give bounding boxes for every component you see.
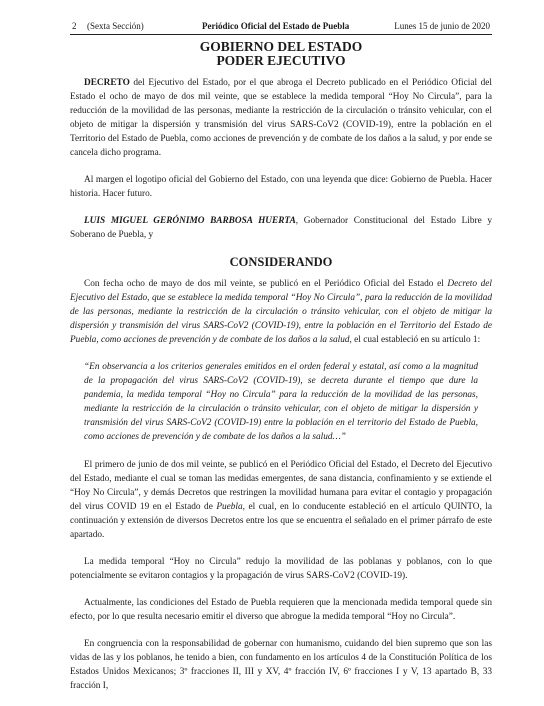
page-header xyxy=(72,20,490,34)
considerando-heading: CONSIDERANDO xyxy=(229,255,333,269)
publication-title: Periódico Oficial del Estado de Puebla xyxy=(202,21,350,31)
para1-end: el cual estableció en su artículo 1: xyxy=(351,335,481,345)
considerando-paragraph-4: Actualmente, las condiciones del Estado de Puebla requieren que la mencionada medida temporal quede sin efecto, por lo que resulta necesario emitir el diverso que abrogue la medida temporal “Hoy no Circula”. xyxy=(70,598,492,622)
considerando-paragraph-3: La medida temporal “Hoy no Circula” redujo la movilidad de las poblanas y poblanos, con lo que potencialmente se evitaron contagios y la propagación de virus SARS-CoV2 (COVID-19). xyxy=(70,557,492,581)
para2-italic: Puebla xyxy=(216,502,243,512)
considerando-paragraph-1 xyxy=(70,277,492,347)
margin-note-paragraph: Al margen el logotipo oficial del Gobierno del Estado, con una leyenda que dice: Gobierno de Puebla. Hacer historia. Hacer futuro. xyxy=(70,175,492,199)
document-title-line2: PODER EJECUTIVO xyxy=(216,53,346,68)
quoted-article: “En observancia a los criterios generales emitidos en el orden federal y estatal, así como a la magnitud de la propagación del virus SARS-CoV2 (COVID-19), se decreta durante el tiempo que dure la pandemia, la medida temporal “Hoy no Circula” para la reducción de la movilidad de las personas, mediante la restricción de la circulación o tránsito vehicular, con el objeto de mitigar la dispersión y transmisión del virus SARS-CoV2 (COVID-19) entre la población en el territorio del Estado de Puebla, como acciones de prevención y de combate de los daños a la salud…” xyxy=(84,362,478,442)
page-number: 2 xyxy=(72,21,77,31)
publication-date: Lunes 15 de junio de 2020 xyxy=(394,21,490,31)
governor-text: , Gobernador Constitucional del Estado Libre y Soberano de Puebla, y xyxy=(70,216,492,240)
section-label: (Sexta Sección) xyxy=(87,21,144,31)
decreto-lead: DECRETO xyxy=(84,78,130,88)
governor-paragraph xyxy=(70,214,492,242)
document-title-line1: GOBIERNO DEL ESTADO xyxy=(199,39,363,54)
para1-start: Con fecha ocho de mayo de dos mil veinte, se publicó en el Periódico Oficial del Estado el xyxy=(84,279,448,289)
considerando-paragraph-5: En congruencia con la responsabilidad de gobernar con humanismo, cuidando del bien supremo que son las vidas de las y los poblanos, he tenido a bien, con fundamento en los artículos 4 de la Constitución Política de los Estados Unidos Mexicanos; 3º fracciones II, III y XV, 4º fracción IV, 6º fracciones I y V, 13 apartado B, 33 fracción I, xyxy=(70,639,492,691)
decreto-paragraph xyxy=(70,76,492,160)
decreto-text: del Ejecutivo del Estado, por el que abroga el Decreto publicado en el Periódico Oficial del Estado el ocho de mayo de dos mil veinte, que se establece la medida temporal “Hoy No Circula”, para la reducción de la movilidad de las personas, mediante la restricción de la circulación o tránsito vehicular, con el objeto de mitigar la dispersión y transmisión del virus SARS-CoV2 (COVID-19), entre la población en el Territorio del Estado de Puebla, como acciones de prevención y de combate de los daños a la salud, y por ende se cancela dicho programa. xyxy=(70,78,492,158)
para2-start: El primero de junio de dos mil veinte, se publicó en el Periódico Oficial del Estado, el Decreto del Ejecutivo del Estado, mediante el cual se toman las medidas emergentes, de sana distancia, confinamiento y se extiende el “Hoy No Circula”, y demás Decretos que restringen la movilidad humana para evitar el contagio y propagación del virus COVID 19 en el Estado de xyxy=(70,460,492,512)
governor-name: LUIS MIGUEL GERÓNIMO BARBOSA HUERTA xyxy=(84,216,296,226)
considerando-paragraph-2 xyxy=(70,458,492,542)
document-body xyxy=(70,76,492,706)
header-rule xyxy=(70,34,492,35)
para1-italic: Decreto del Ejecutivo del Estado, que se establece la medida temporal “Hoy No Circula”, para la reducción de la movilidad de las personas, mediante la restricción de la circulación o tránsito vehicular, con el objeto de mitigar la dispersión y transmisión del virus SARS-CoV2 (COVID-19), entre la población en el Territorio del Estado de Puebla, como acciones de prevención y de combate de los daños a la salud, xyxy=(70,279,493,345)
para2-end: , el cual, en lo conducente estableció en el artículo QUINTO, la continuación y extensión de diversos Decretos entre los que se encuentra el señalado en el primer párrafo de este apartado. xyxy=(70,502,492,540)
